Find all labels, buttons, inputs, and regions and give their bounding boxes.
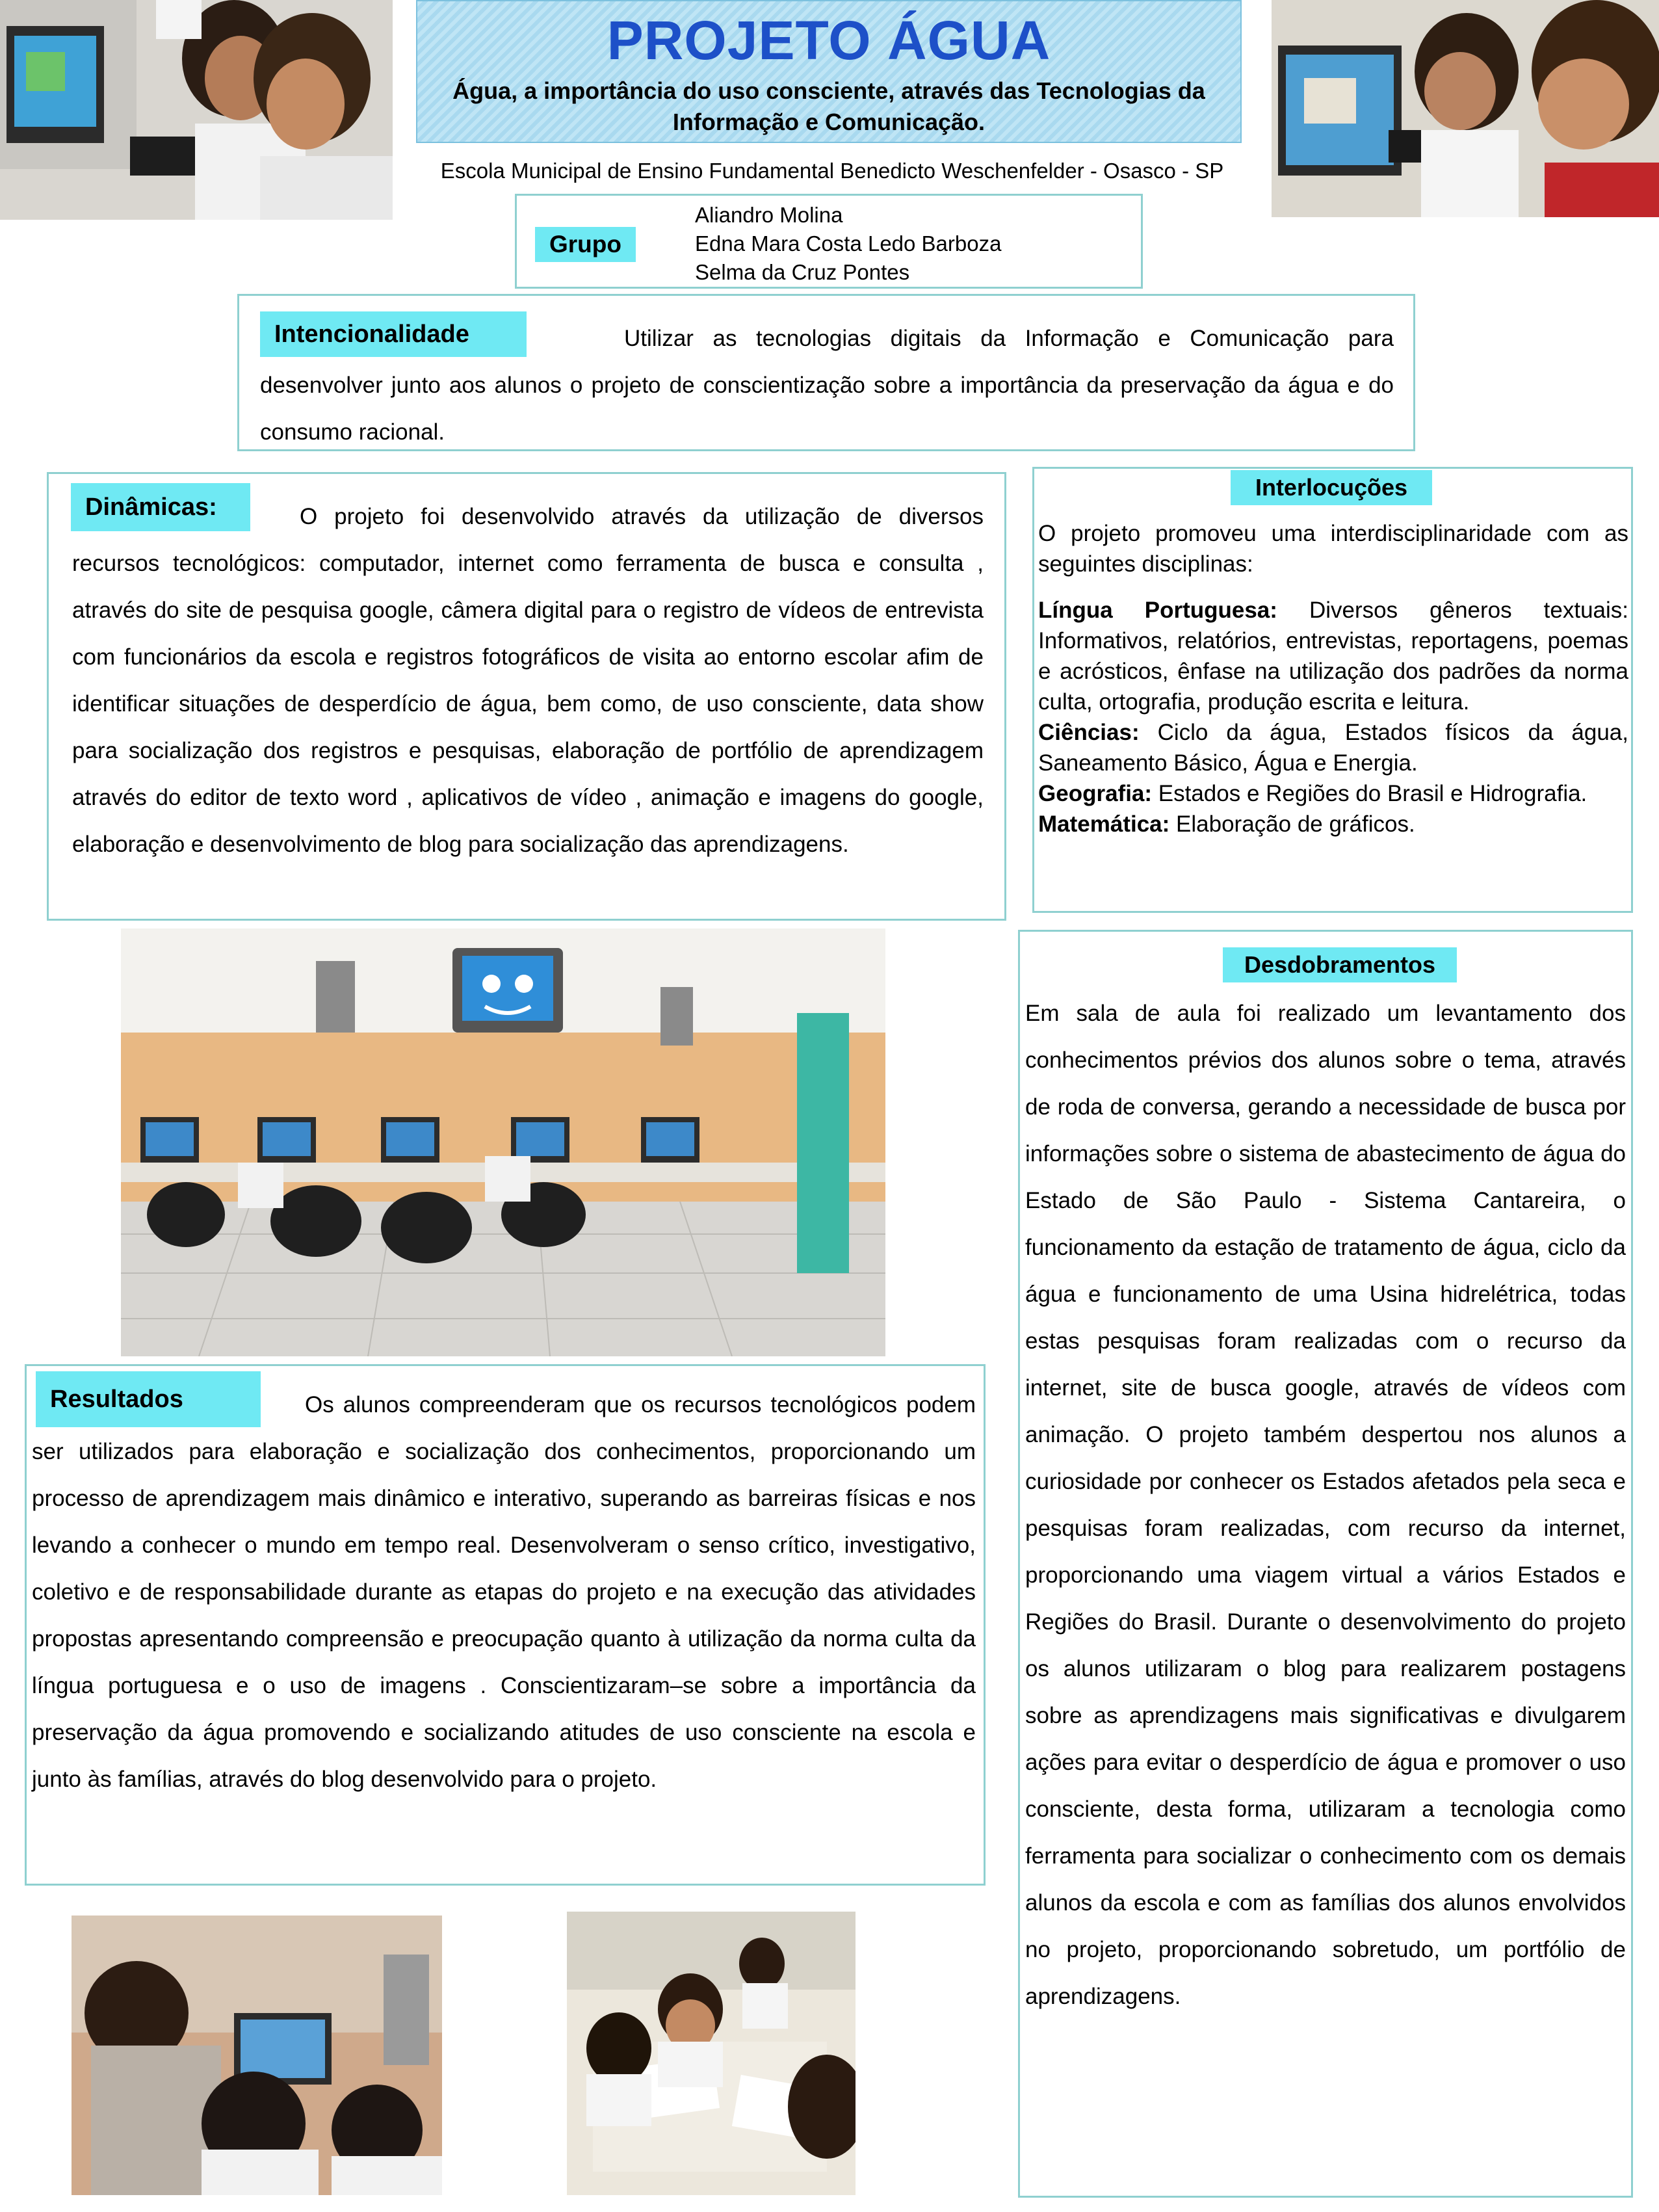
photo-students-writing — [567, 1912, 856, 2195]
subject-item — [1038, 778, 1628, 809]
subject-text: Diversos gêneros textuais: Informativos, relatórios, entrevistas, reportagens, poemas e acrósticos, ênfase na utilização dos padrões da norma culta, ortografia, produção escrita e leitura. — [1038, 598, 1628, 715]
resultados-panel — [25, 1364, 986, 1886]
photo-computer-lab — [121, 928, 885, 1356]
title-banner — [416, 0, 1242, 143]
page-subtitle: Água, a importância do uso consciente, através das Tecnologias da Informação e Comunicação. — [452, 77, 1205, 135]
resultados-text-block — [32, 1382, 976, 1803]
interlocucoes-intro: O projeto promoveu uma interdisciplinaridade com as seguintes disciplinas: — [1038, 521, 1628, 577]
dinamicas-text-block — [72, 494, 984, 868]
subject-item — [1038, 717, 1628, 778]
photo-students-computer-right — [1272, 0, 1659, 217]
subject-text: Ciclo da água, Estados físicos da água, Saneamento Básico, Água e Energia. — [1038, 720, 1628, 776]
interlocucoes-label: Interlocuções — [1231, 470, 1432, 505]
school-name: Escola Municipal de Ensino Fundamental Benedicto Weschenfelder - Osasco - SP — [440, 159, 1224, 183]
group-member: Aliandro Molina — [695, 203, 843, 227]
dinamicas-label: Dinâmicas: — [71, 483, 250, 531]
dinamicas-text: O projeto foi desenvolvido através da utilização de diversos recursos tecnológicos: computador, internet como ferramenta de busca e consulta , através do site de pesquisa google, câmera digital para o registro de vídeos de entrevista com funcionários da escola e registros fotográficos de visita ao entorno escolar afim de identificar situações de desperdício de água, bem como, de uso consciente, data show para socialização dos registros e pesquisas, elaboração de portfólio de aprendizagem através do editor de texto word , aplicativos de vídeo , animação e imagens do google, elaboração e desenvolvimento de blog para socialização das aprendizagens. — [72, 504, 984, 857]
subject-name: Geografia: — [1038, 781, 1153, 806]
subject-name: Ciências: — [1038, 720, 1140, 745]
resultados-text: Os alunos compreenderam que os recursos tecnológicos podem ser utilizados para elaboração e socialização dos conhecimentos, proporcionando um processo de aprendizagem mais dinâmico e interativo, superando as barreiras físicas e nos levando a conhecer o mundo em tempo real. Desenvolveram o senso crítico, investigativo, coletivo e de responsabilidade durante as etapas do projeto e na execução das atividades propostas apresentando compreensão e preocupação quanto à utilização da norma culta da língua portuguesa e o uso de imagens . Conscientizaram–se sobre a importância da preservação da água promovendo e socializando atitudes de uso consciente na escola e junto às famílias, através do blog desenvolvido para o projeto. — [32, 1392, 976, 1792]
subject-text: Estados e Regiões do Brasil e Hidrografia. — [1152, 781, 1587, 806]
photo-teacher-with-students — [72, 1916, 442, 2195]
interlocucoes-text — [1038, 518, 1628, 839]
intencionalidade-panel — [237, 294, 1415, 451]
photo-students-computer-left — [0, 0, 393, 220]
page-title: PROJETO ÁGUA — [607, 10, 1051, 71]
desdobramentos-panel — [1018, 930, 1633, 2198]
interlocucoes-panel — [1032, 467, 1633, 913]
intencionalidade-text: Utilizar as tecnologias digitais da Informação e Comunicação para desenvolver junto aos alunos o projeto de conscientização sobre a importância da preservação da água e do consumo racional. — [260, 326, 1394, 445]
dinamicas-panel — [47, 472, 1006, 921]
resultados-label: Resultados — [36, 1371, 261, 1427]
subject-item — [1038, 809, 1628, 839]
group-members — [695, 201, 1001, 287]
subject-text: Elaboração de gráficos. — [1169, 811, 1415, 837]
group-label: Grupo — [535, 227, 636, 262]
subject-name: Língua Portuguesa: — [1038, 598, 1277, 623]
group-member: Edna Mara Costa Ledo Barboza — [695, 231, 1002, 256]
subject-name: Matemática: — [1038, 811, 1170, 837]
group-member: Selma da Cruz Pontes — [695, 260, 910, 284]
group-panel — [515, 194, 1143, 289]
desdobramentos-label: Desdobramentos — [1223, 947, 1457, 982]
subject-item — [1038, 595, 1628, 717]
intencionalidade-label: Intencionalidade — [260, 311, 527, 357]
desdobramentos-text: Em sala de aula foi realizado um levantamento dos conhecimentos prévios dos alunos sobre o tema, através de roda de conversa, gerando a necessidade de busca por informações sobre o sistema de abastecimento de água do Estado de São Paulo - Sistema Cantareira, o funcionamento da estação de tratamento de água, ciclo da água e funcionamento de uma Usina hidrelétrica, todas estas pesquisas foram realizadas com o recurso da internet, site de busca google, através de vídeos com animação. O projeto também despertou nos alunos a curiosidade por conhecer os Estados afetados pela seca e pesquisas foram realizadas, com recurso da internet, proporcionando uma viagem virtual a vários Estados e Regiões do Brasil. Durante o desenvolvimento do projeto os alunos utilizaram o blog para realizarem postagens sobre as aprendizagens mais significativas e divulgarem ações para evitar o desperdício de água e promover o uso consciente, desta forma, utilizaram a tecnologia como ferramenta para socializar o conhecimento com os demais alunos da escola e com as famílias dos alunos envolvidos no projeto, proporcionando sobretudo, um portfólio de aprendizagens. — [1025, 1001, 1626, 2009]
